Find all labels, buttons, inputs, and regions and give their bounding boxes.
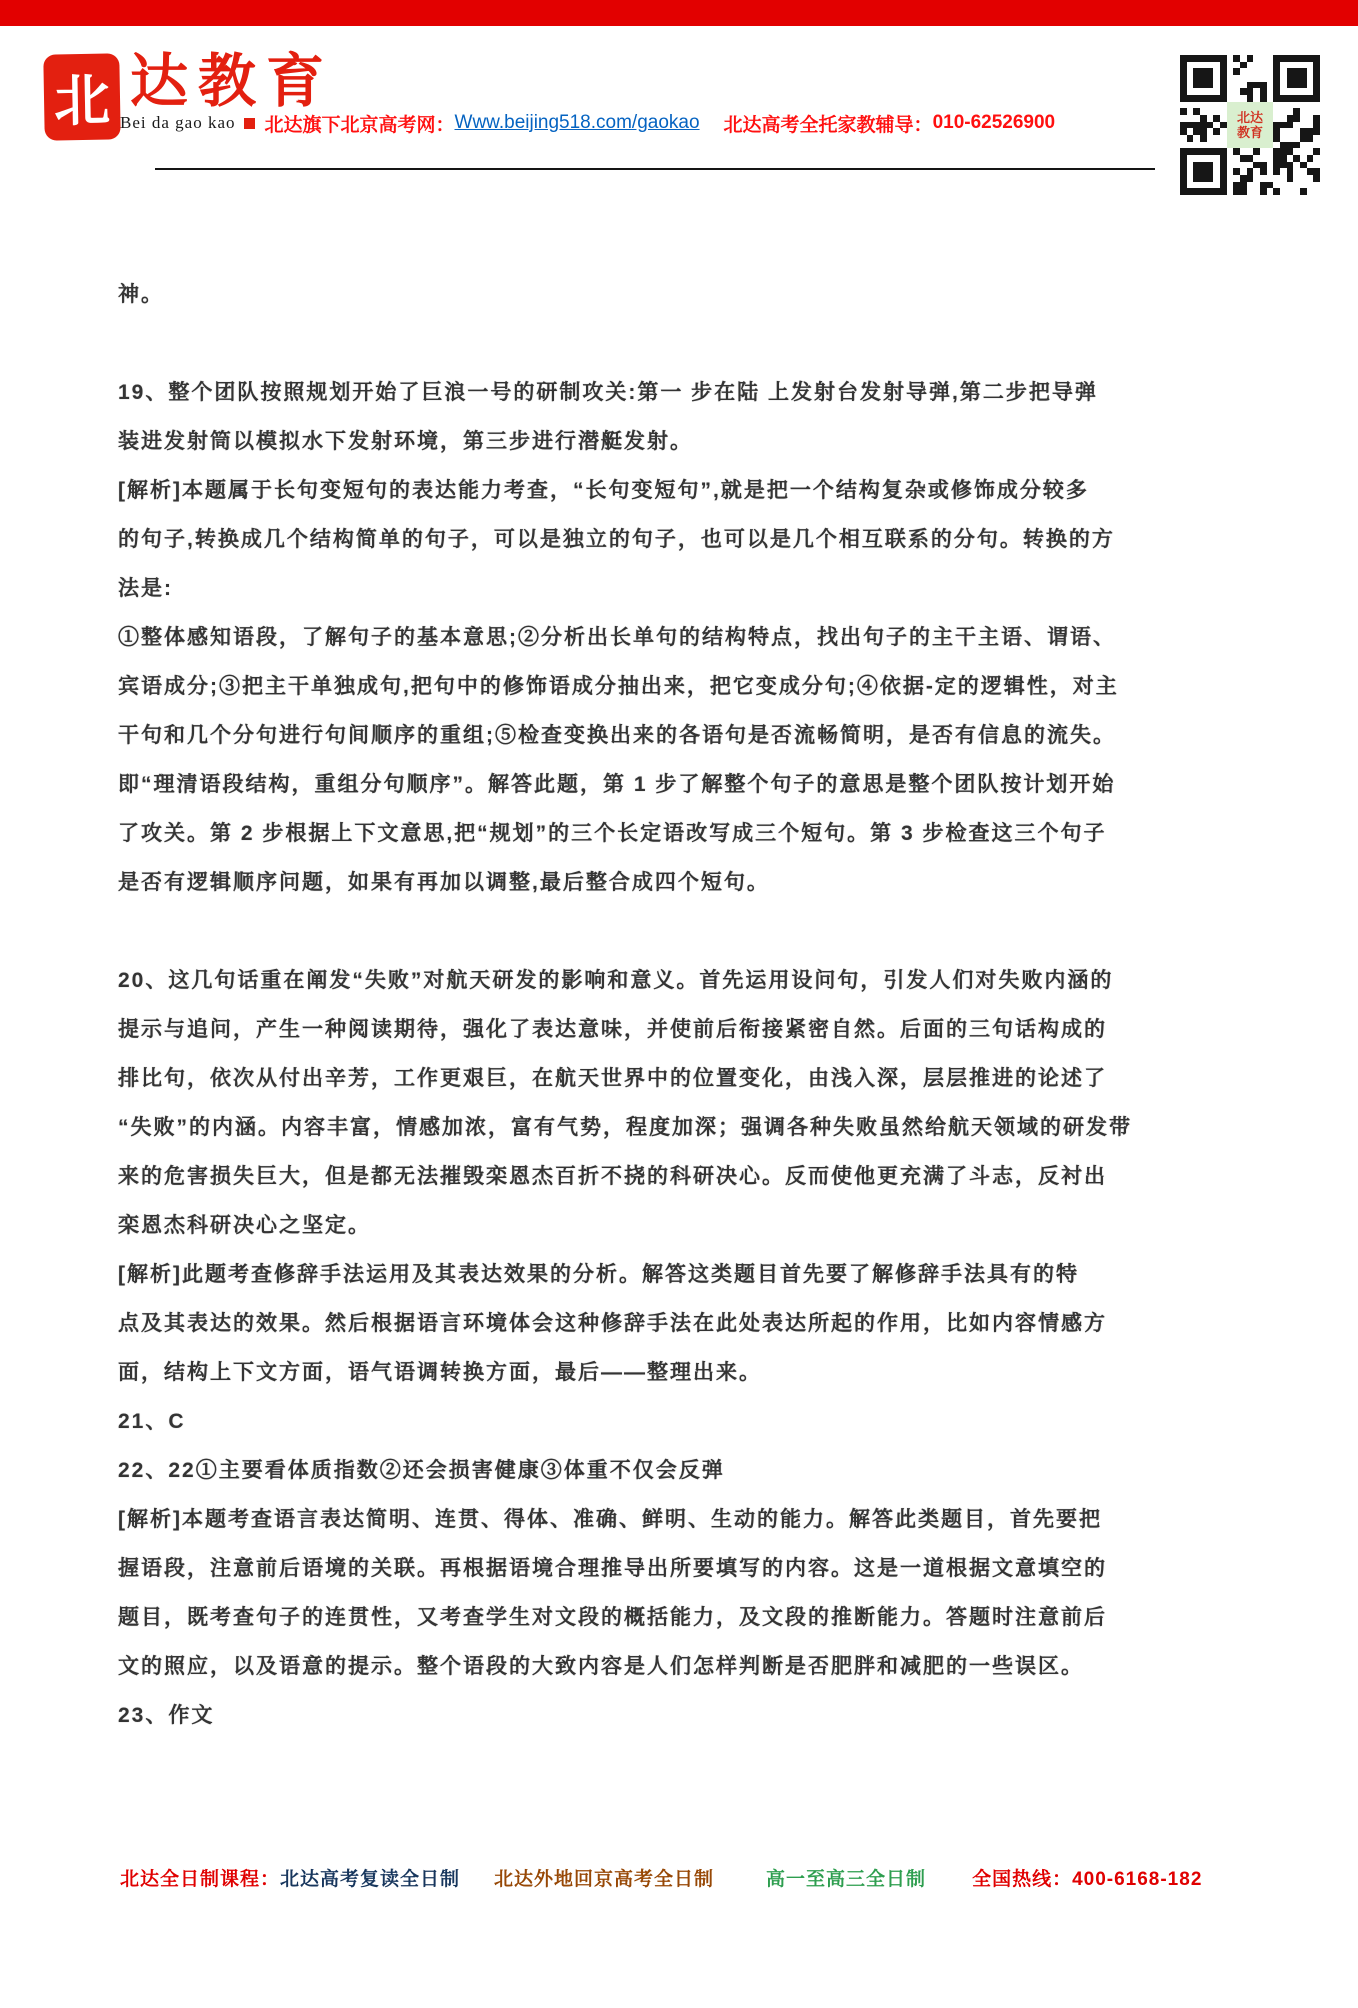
text-line: 装进发射筒以模拟水下发射环境，第三步进行潜艇发射。 <box>118 430 693 453</box>
text-line: 21、C <box>118 1410 186 1433</box>
text-line: 了攻关。第 2 步根据上下文意思,把“规划”的三个长定语改写成三个短句。第 3 步检查这三个句子 <box>118 822 1107 845</box>
text-line: 19、整个团队按照规划开始了巨浪一号的研制攻关:第一 步在陆 上发射台发射导弹,第二步把导弹 <box>118 381 1098 404</box>
paragraph <box>118 270 1278 319</box>
text-line: 23、作文 <box>118 1704 215 1727</box>
header-divider-line <box>155 168 1155 170</box>
paragraph <box>118 1495 1278 1691</box>
text-line: 题目，既考查句子的连贯性，又考查学生对文段的概括能力，及文段的推断能力。答题时注意前后 <box>118 1606 1107 1629</box>
doc-body <box>118 270 1278 1740</box>
footer-segment: 全国热线：400-6168-182 <box>972 1868 1203 1890</box>
text-line: 提示与追问，产生一种阅读期待，强化了表达意味，并使前后衔接紧密自然。后面的三句话构成的 <box>118 1018 1107 1041</box>
text-line: [解析]此题考查修辞手法运用及其表达效果的分析。解答这类题目首先要了解修辞手法具有的特 <box>118 1263 1079 1286</box>
text-line: 宾语成分;③把主干单独成句,把句中的修饰语成分抽出来，把它变成分句;④依据-定的逻辑性，对主 <box>118 675 1119 698</box>
text-line: 点及其表达的效果。然后根据语言环境体会这种修辞手法在此处表达所起的作用，比如内容情感方 <box>118 1312 1107 1335</box>
text-line: 的句子,转换成几个结构简单的句子，可以是独立的句子，也可以是几个相互联系的分句。转换的方 <box>118 528 1115 551</box>
text-line: 握语段，注意前后语境的关联。再根据语境合理推导出所要填写的内容。这是一道根据文意填空的 <box>118 1557 1107 1580</box>
text-line: 干句和几个分句进行句间顺序的重组;⑤检查变换出来的各语句是否流畅简明，是否有信息的流失。 <box>118 724 1116 747</box>
text-line: 来的危害损失巨大，但是都无法摧毁栾恩杰百折不挠的科研决心。反而使他更充满了斗志，反衬出 <box>118 1165 1107 1188</box>
text-line: ①整体感知语段，了解句子的基本意思;②分析出长单句的结构特点，找出句子的主干主语、谓语、 <box>118 626 1116 649</box>
text-line: 是否有逻辑顺序问题，如果有再加以调整,最后整合成四个短句。 <box>118 871 770 894</box>
paragraph <box>118 1250 1278 1397</box>
text-line: 20、这几句话重在阐发“失败”对航天研发的影响和意义。首先运用设问句，引发人们对失败内涵的 <box>118 969 1114 992</box>
footer-segment: 北达外地回京高考全日制 <box>494 1868 715 1890</box>
gaokao-site-link[interactable]: Www.beijing518.com/gaokao <box>454 112 700 133</box>
paragraph <box>118 613 1278 907</box>
paragraph <box>118 956 1278 1250</box>
footer-segment: 北达全日制课程： <box>120 1868 281 1890</box>
site-label: 北达旗下北京高考网： <box>264 114 455 136</box>
text-line: 即“理清语段结构，重组分句顺序”。解答此题，第 1 步了解整个句子的意思是整个团队按计划开始 <box>118 773 1116 796</box>
beida-seal-logo-icon <box>45 55 118 138</box>
text-line: 栾恩杰科研决心之坚定。 <box>118 1214 371 1237</box>
text-line: 文的照应，以及语意的提示。整个语段的大致内容是人们怎样判断是否肥胖和减肥的一些误区。 <box>118 1655 1084 1678</box>
qr-label-line2: 教育 <box>1236 125 1263 140</box>
top-red-bar <box>0 0 1358 26</box>
text-line: 法是: <box>118 577 173 600</box>
footer-segment: 高一至高三全日制 <box>766 1868 927 1890</box>
red-square-bullet-icon <box>244 118 255 129</box>
text-line: [解析]本题考查语言表达简明、连贯、得体、准确、鲜明、生动的能力。解答此类题目，首先要把 <box>118 1508 1102 1531</box>
paragraph <box>118 1691 1278 1740</box>
tutor-service-label: 北达高考全托家教辅导： <box>723 114 933 136</box>
text-line: “失败”的内涵。内容丰富，情感加浓，富有气势，程度加深；强调各种失败虽然给航天领域的研发带 <box>118 1116 1132 1139</box>
qr-label-line1: 北达 <box>1236 110 1263 125</box>
qr-center-label <box>1227 102 1273 148</box>
text-line: 面，结构上下文方面，语气语调转换方面，最后——整理出来。 <box>118 1361 762 1384</box>
brand-calligraphy-text: 达教育 <box>130 49 335 114</box>
footer-course-line <box>120 1864 1202 1890</box>
text-line: 排比句，依次从付出辛芳，工作更艰巨，在航天世界中的位置变化，由浅入深，层层推进的论述了 <box>118 1067 1107 1090</box>
header-tagline <box>120 108 1055 138</box>
paragraph <box>118 1446 1278 1495</box>
text-line: [解析]本题属于长句变短句的表达能力考查，“长句变短句”,就是把一个结构复杂或修饰成分较多 <box>118 479 1089 502</box>
paragraph <box>118 466 1278 613</box>
latin-caption: Bei da gao kao <box>120 113 236 132</box>
tutor-phone-number: 010-62526900 <box>932 112 1056 133</box>
paragraph <box>118 1397 1278 1446</box>
text-line: 神。 <box>118 283 164 306</box>
footer-segment: 北达高考复读全日制 <box>280 1868 461 1890</box>
text-line: 22、22①主要看体质指数②还会损害健康③体重不仅会反弹 <box>118 1459 725 1482</box>
seal-character: 北 <box>53 70 111 134</box>
paragraph <box>118 368 1278 466</box>
